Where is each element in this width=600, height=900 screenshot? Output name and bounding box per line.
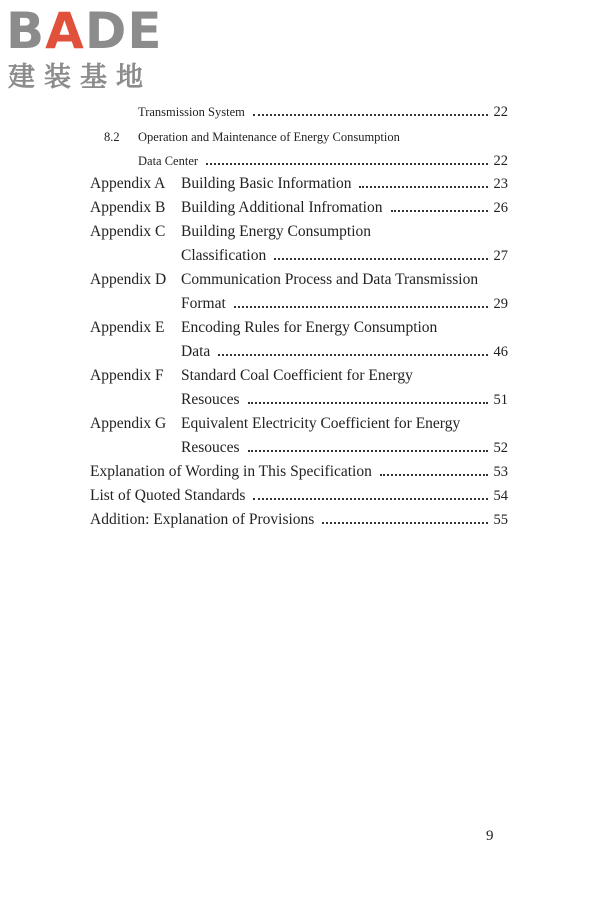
toc-entry	[90, 221, 508, 243]
toc-entry-page: 52	[493, 440, 508, 456]
toc-entry-page: 22	[493, 104, 508, 120]
toc-entry-number: Appendix E	[90, 319, 165, 336]
toc-entry-title: Data Center	[138, 154, 199, 168]
toc-entry-page: 53	[493, 464, 508, 480]
toc-entry-page: 27	[493, 248, 508, 264]
toc-entry-title: Building Additional Infromation	[181, 199, 383, 216]
toc-leader-dots	[206, 162, 487, 165]
toc-entry	[104, 126, 508, 148]
toc-entry-title: Encoding Rules for Energy Consumption	[181, 319, 438, 336]
toc-entry-title: Addition: Explanation of Provisions	[90, 511, 315, 528]
toc-entry	[90, 197, 508, 219]
toc-entry-title: Communication Process and Data Transmission	[181, 271, 479, 288]
toc-entry-title: Classification	[181, 247, 267, 264]
toc-entry	[138, 150, 508, 172]
toc-entry-page: 51	[493, 392, 508, 408]
toc-entry-number: Appendix D	[90, 271, 167, 288]
toc-leader-dots	[218, 353, 487, 356]
toc-entry-title: Standard Coal Coefficient for Energy	[181, 367, 413, 384]
toc-leader-dots	[391, 209, 488, 212]
toc-entry	[90, 317, 508, 339]
toc-leader-dots	[253, 113, 488, 116]
toc-entry	[90, 485, 508, 507]
toc-entry-title: Operation and Maintenance of Energy Consumption	[138, 130, 400, 144]
toc-entry-title: Equivalent Electricity Coefficient for Energy	[181, 415, 461, 432]
toc-entry-title: Building Basic Information	[181, 175, 352, 192]
toc-entry-number: Appendix B	[90, 199, 166, 216]
toc-entry	[181, 293, 508, 315]
toc-entry-page: 46	[493, 344, 508, 360]
toc-entry	[90, 509, 508, 531]
toc-entry-title: Data	[181, 343, 211, 360]
toc-entry	[90, 365, 508, 387]
toc-entry-page: 26	[493, 200, 508, 216]
toc-leader-dots	[274, 257, 487, 260]
toc-leader-dots	[322, 521, 487, 524]
toc-leader-dots	[359, 185, 487, 188]
toc-entry	[181, 245, 508, 267]
toc-entry-title: Resouces	[181, 391, 240, 408]
logo-chinese-text: 建装基地	[8, 62, 152, 93]
toc-leader-dots	[248, 449, 488, 452]
page-number: 9	[486, 828, 494, 844]
toc-entry-title: Transmission System	[138, 105, 245, 119]
toc-entry	[90, 173, 508, 195]
toc-entry-page: 22	[493, 153, 508, 169]
toc-entry-page: 55	[493, 512, 508, 528]
toc-entry-title: Format	[181, 295, 226, 312]
toc-entry-number: Appendix G	[90, 415, 167, 432]
toc-leader-dots	[253, 497, 487, 500]
toc-entry	[181, 389, 508, 411]
toc-entry-page: 29	[493, 296, 508, 312]
toc-entry-page: 23	[493, 176, 508, 192]
toc-entry-number: Appendix C	[90, 223, 166, 240]
toc-entry	[90, 413, 508, 435]
toc-entry-number: 8.2	[104, 130, 120, 144]
toc-entry-number: Appendix F	[90, 367, 164, 384]
toc-entry-number: Appendix A	[90, 175, 166, 192]
toc-entry-title: List of Quoted Standards	[90, 487, 246, 504]
logo-wordmark: BADE	[6, 2, 163, 60]
toc-entry	[90, 269, 508, 291]
toc-entry-title: Resouces	[181, 439, 240, 456]
toc-entry-title: Explanation of Wording in This Specification	[90, 463, 372, 480]
toc-entry-page: 54	[493, 488, 508, 504]
toc-entry	[181, 341, 508, 363]
toc-leader-dots	[234, 305, 488, 308]
toc-leader-dots	[248, 401, 488, 404]
toc-entry-title: Building Energy Consumption	[181, 223, 372, 240]
toc-entry	[90, 461, 508, 483]
toc-leader-dots	[380, 473, 488, 476]
toc-entry	[138, 101, 508, 123]
toc-entry	[181, 437, 508, 459]
